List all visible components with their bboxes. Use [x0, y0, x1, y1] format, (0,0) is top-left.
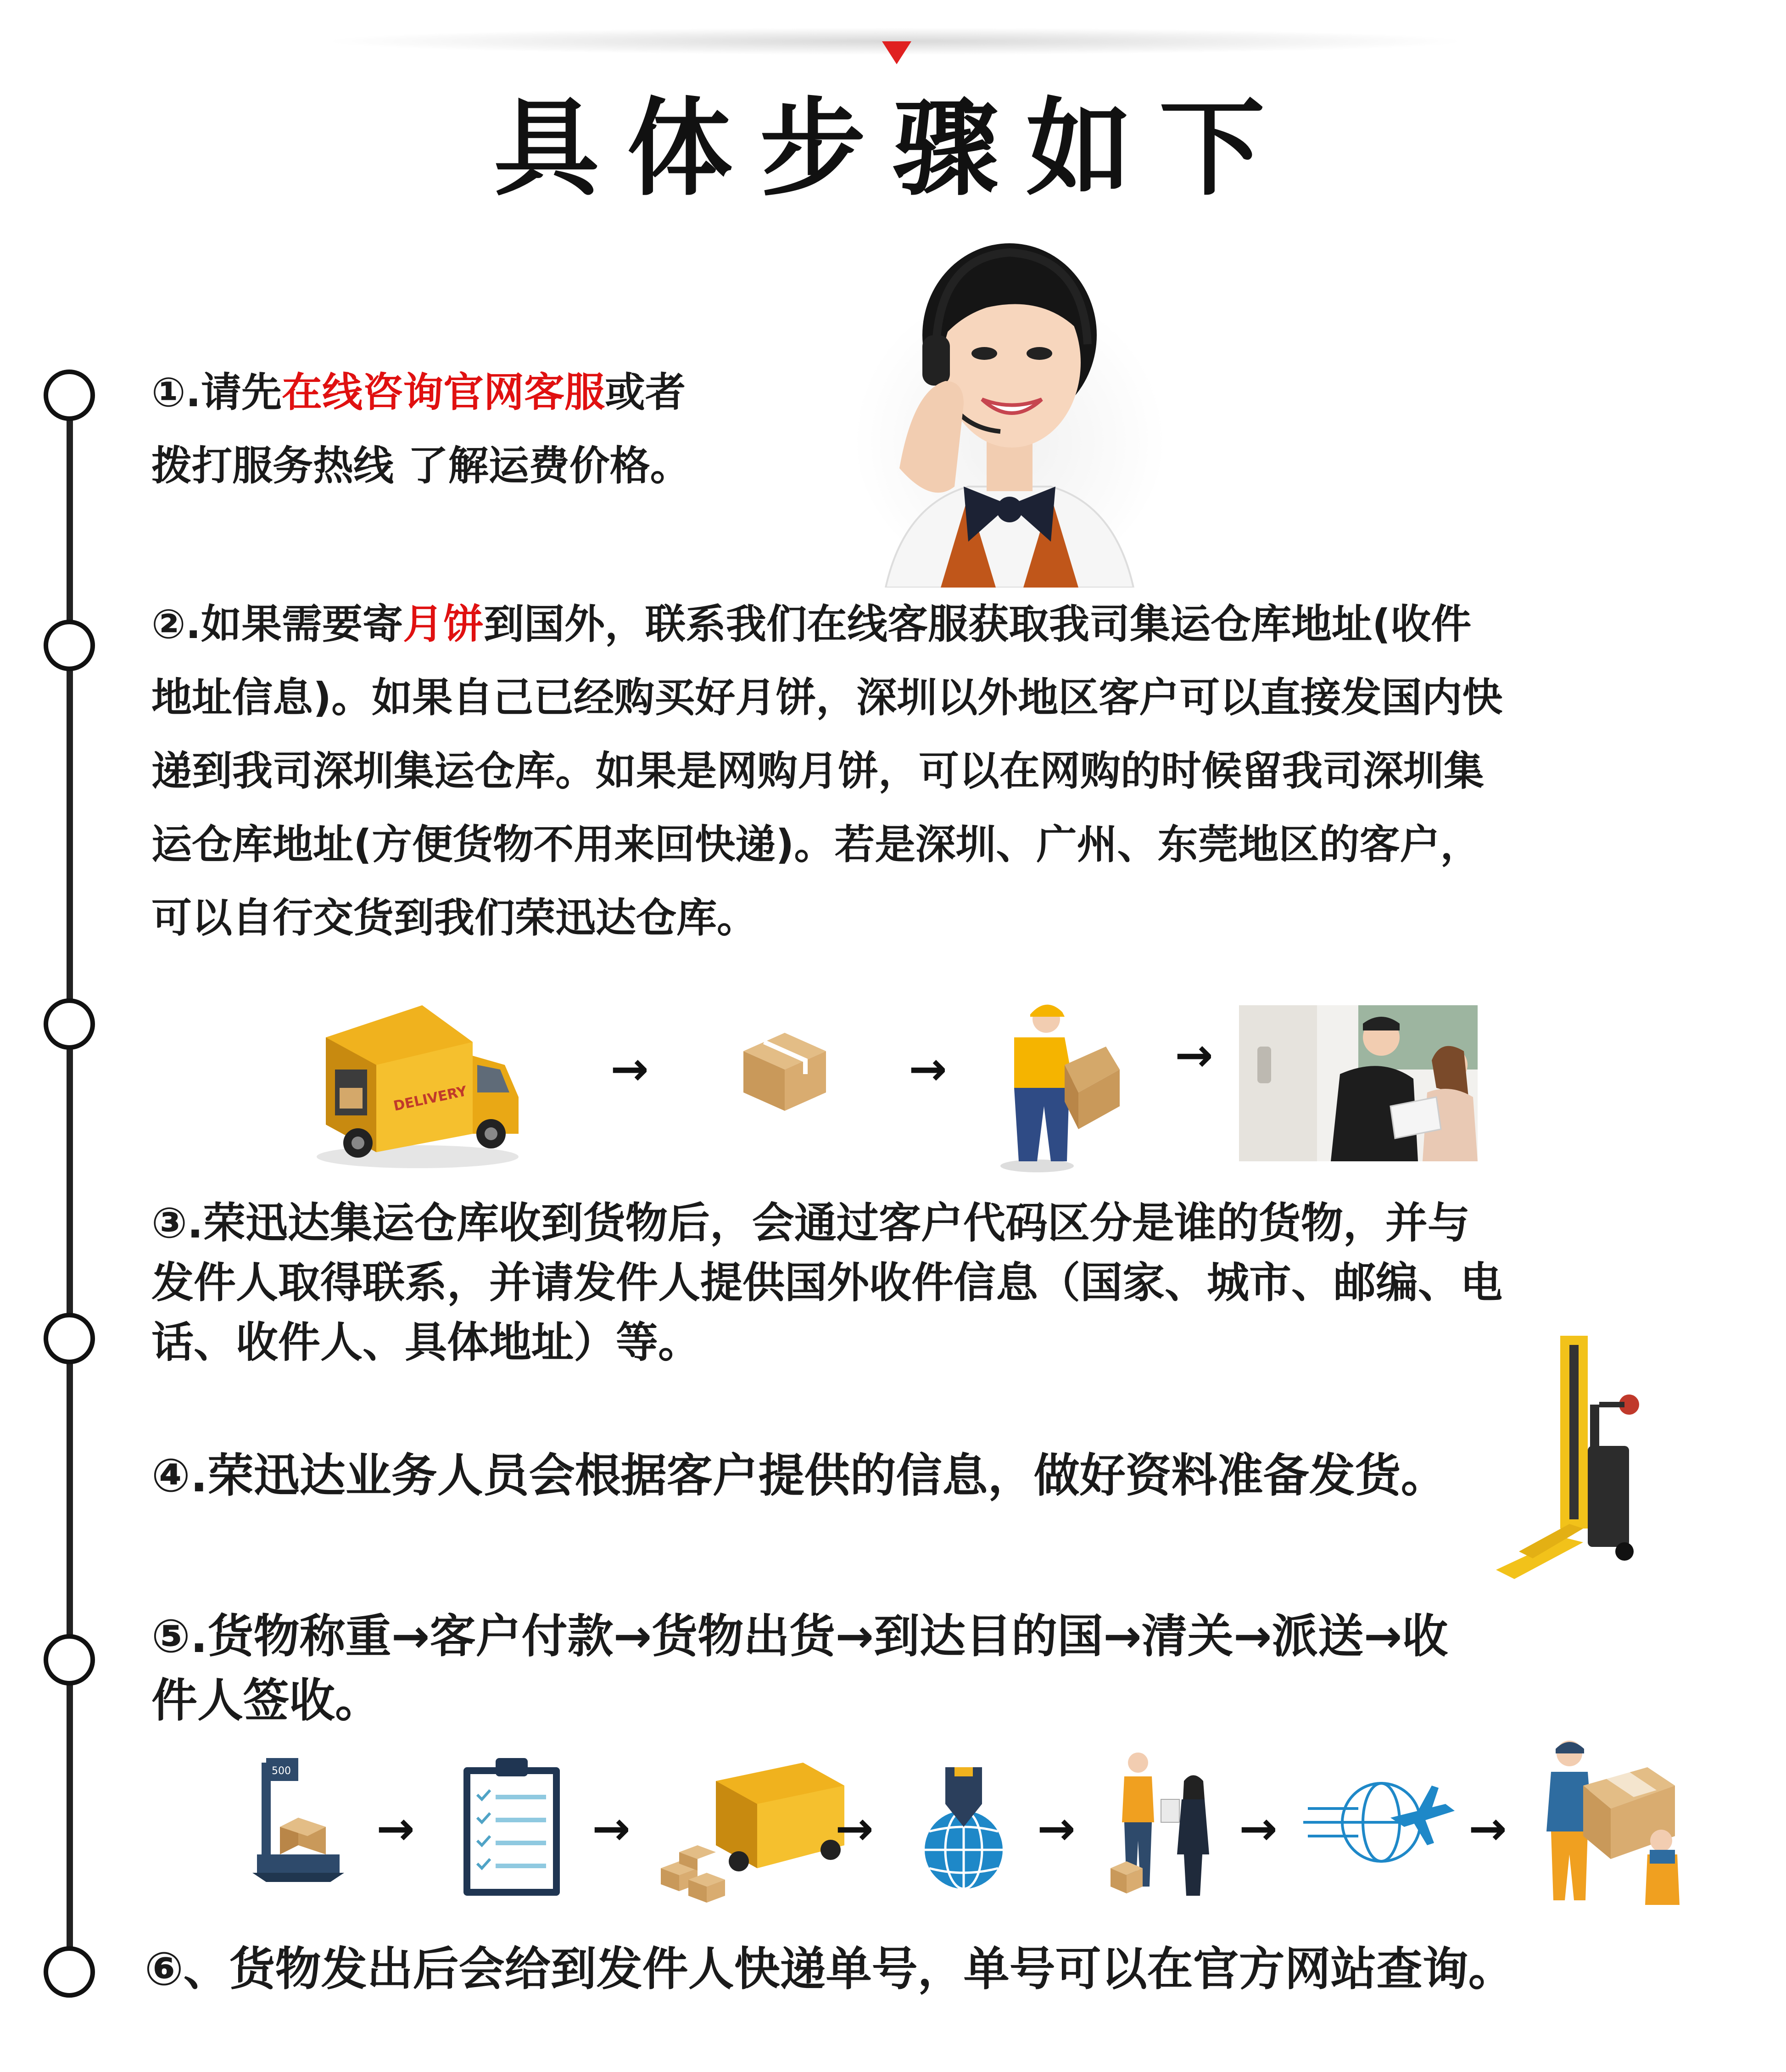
- step-4-text: [151, 1444, 1447, 1508]
- step-5-line-1: ⑤.货物称重→客户付款→货物出货→到达目的国→清关→派送→收: [151, 1609, 1448, 1663]
- step-6-text: [145, 1937, 1514, 2001]
- step-1-post: 或者: [604, 369, 686, 416]
- step-1-line-1: [151, 356, 691, 429]
- package-handover-photo: [1239, 1005, 1478, 1161]
- van-with-boxes-icon: [652, 1753, 854, 1905]
- process-arrow-2: →: [592, 1802, 631, 1855]
- process-arrow-5: →: [1239, 1802, 1278, 1855]
- weighing-scale-icon: [239, 1749, 358, 1887]
- step-5-line-2: 件人签收。: [151, 1674, 381, 1727]
- forklift-icon: [1491, 1331, 1675, 1588]
- step-2-line-1: [151, 588, 1502, 661]
- header-marker-icon: [882, 41, 911, 64]
- courier-carrying-box-icon: [987, 991, 1124, 1175]
- flow-arrow-3: →: [1175, 1028, 1213, 1082]
- step-2-post: 到国外，联系我们在线客服获取我司集运仓库地址(收件: [483, 600, 1472, 648]
- step-2-highlight: 月饼: [402, 600, 484, 648]
- step-2-line-5: 可以自行交货到我们荣迅达仓库。: [151, 894, 758, 941]
- air-shipping-globe-icon: [1303, 1767, 1459, 1877]
- step-2-number: ②.: [151, 600, 201, 648]
- scale-label: 500: [272, 1765, 291, 1777]
- process-arrow-3: →: [835, 1802, 874, 1855]
- step-6-line-1: ⑥、货物发出后会给到发件人快递单号，单号可以在官方网站查询。: [145, 1942, 1514, 1996]
- step-2-line-4: 运仓库地址(方便货物不用来回快递)。若是深圳、广州、东莞地区的客户，: [151, 821, 1481, 868]
- step-2-line-2: 地址信息)。如果自己已经购买好月饼，深圳以外地区客户可以直接发国内快: [151, 674, 1503, 721]
- recipient-receives-package-icon: [1542, 1735, 1689, 1910]
- step-4-line-1: ④.荣迅达业务人员会根据客户提供的信息，做好资料准备发货。: [151, 1449, 1447, 1502]
- step-1-number: ①.: [151, 369, 201, 416]
- step-3-line-1: ③.荣迅达集运仓库收到货物后，会通过客户代码区分是谁的货物，并与: [151, 1198, 1470, 1248]
- flow-arrow-1: →: [610, 1042, 649, 1096]
- step-5-text: [151, 1604, 1448, 1733]
- customs-clearance-people-icon: [1101, 1749, 1221, 1900]
- delivery-text: DELIVERY: [392, 1083, 469, 1114]
- timeline-dot-3: [44, 998, 95, 1050]
- process-arrow-1: →: [376, 1802, 415, 1855]
- step-3-line-2: 发件人取得联系，并请发件人提供国外收件信息（国家、城市、邮编、电: [151, 1258, 1503, 1307]
- timeline-dot-2: [44, 620, 95, 671]
- page-title: 具体步骤如下: [493, 88, 1292, 210]
- step-1-highlight: 在线咨询官网客服: [281, 369, 605, 416]
- process-arrow-4: →: [1037, 1802, 1076, 1855]
- package-box-icon: [734, 1024, 835, 1115]
- timeline-dot-1: [44, 370, 95, 421]
- timeline-dot-4: [44, 1313, 95, 1364]
- flow-arrow-2: →: [909, 1042, 947, 1096]
- timeline-dot-6: [44, 1946, 95, 1998]
- step-1-pre: 请先: [201, 369, 282, 416]
- customer-service-agent-image: [849, 230, 1170, 588]
- process-arrow-6: →: [1468, 1802, 1507, 1855]
- step-3-line-3: 话、收件人、具体地址）等。: [151, 1318, 701, 1367]
- globe-location-icon: [918, 1758, 1010, 1896]
- delivery-van-icon: [307, 987, 528, 1170]
- step-1-text: [151, 356, 691, 503]
- timeline-dot-5: [44, 1634, 95, 1686]
- step-2-pre: 如果需要寄: [201, 600, 403, 648]
- step-2-line-3: 递到我司深圳集运仓库。如果是网购月饼，可以在网购的时候留我司深圳集: [151, 747, 1485, 795]
- step-3-text: [151, 1193, 1502, 1372]
- checklist-clipboard-icon: [459, 1749, 564, 1900]
- step-1-line-2: 拨打服务热线 了解运费价格。: [151, 442, 691, 489]
- step-2-text: [151, 588, 1502, 955]
